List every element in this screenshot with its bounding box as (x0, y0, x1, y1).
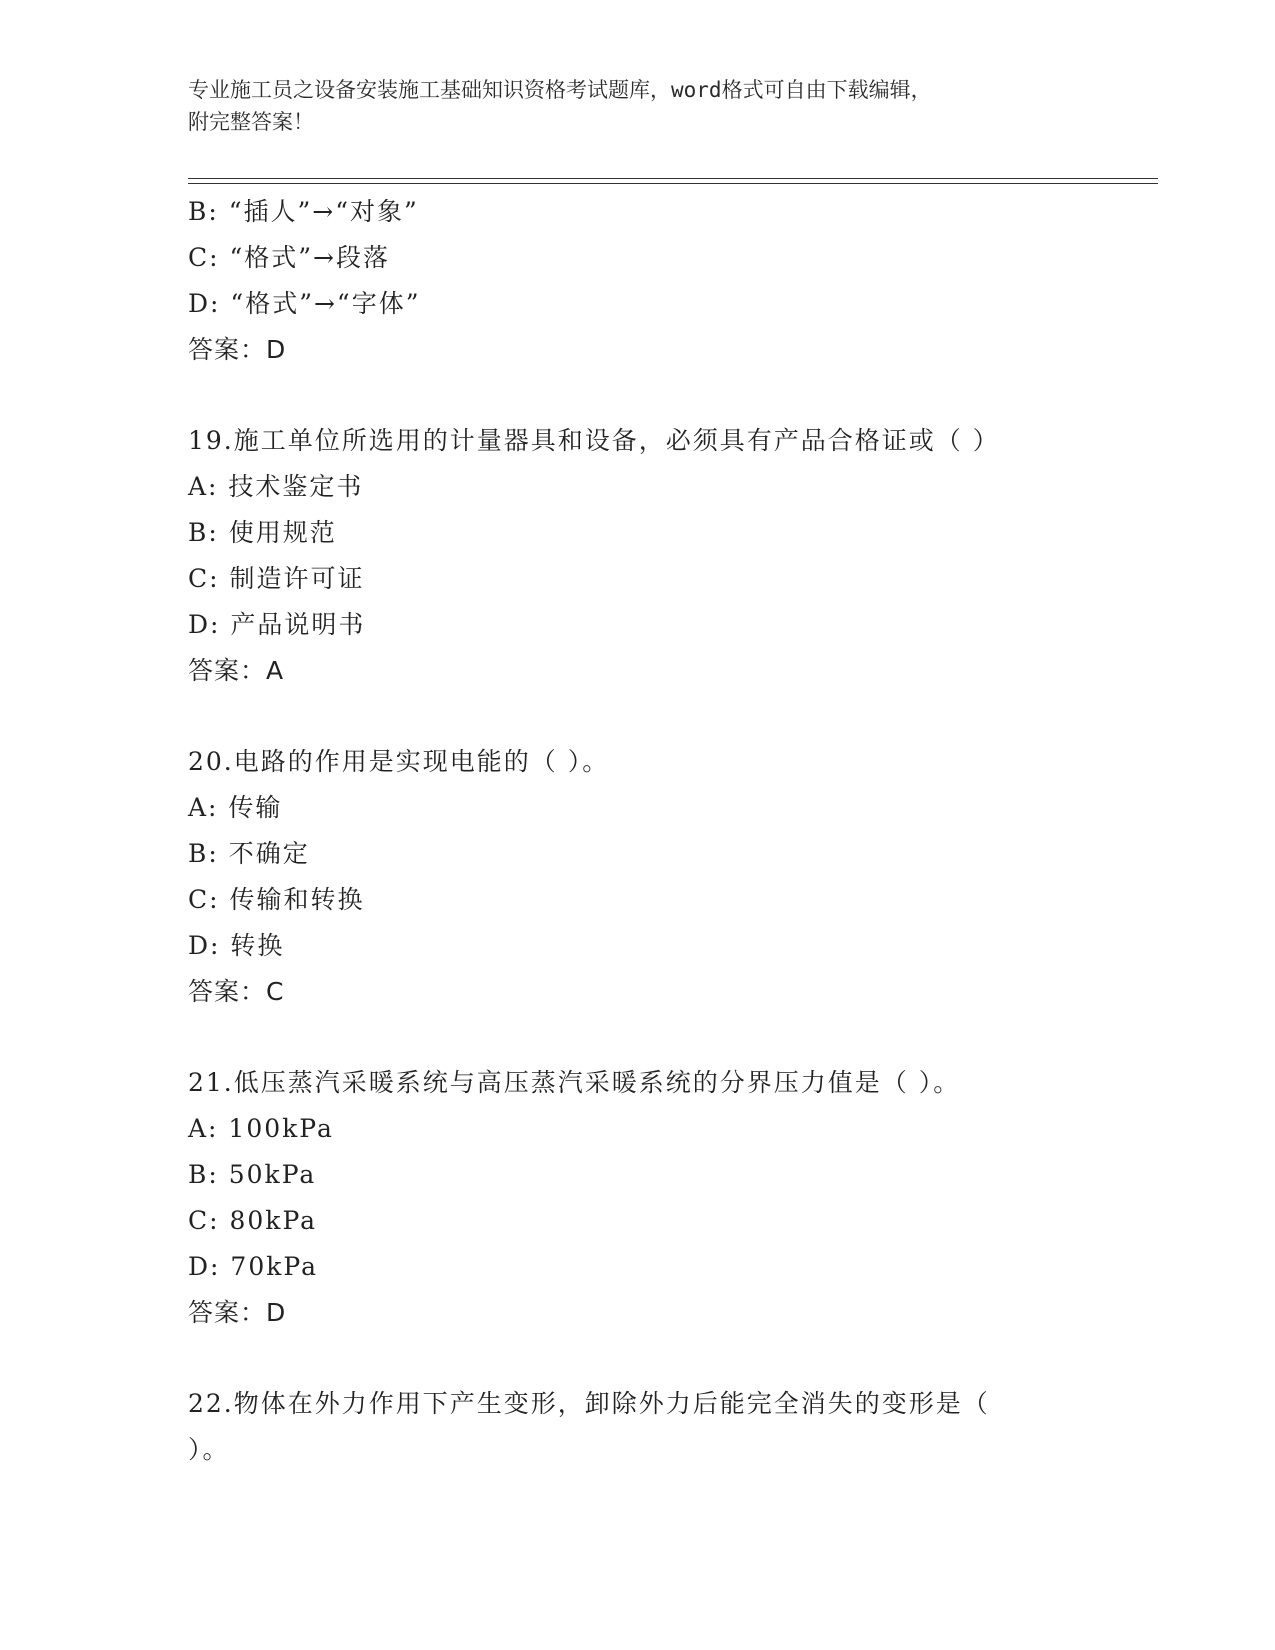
question-22 (188, 1381, 1158, 1473)
spacer (188, 373, 1158, 418)
question-18-tail (188, 189, 1158, 373)
option-b: B: 不确定 (188, 839, 310, 868)
header-divider-bottom (188, 183, 1158, 184)
page-header (188, 74, 1088, 138)
option-b: B: 50kPa (188, 1160, 317, 1189)
question-stem-line-1: 22.物体在外力作用下产生变形，卸除外力后能完全消失的变形是（ (188, 1389, 990, 1418)
option-d: D: 产品说明书 (188, 610, 366, 639)
option-c: C: “格式”→段落 (188, 243, 391, 272)
question-list (188, 189, 1158, 1473)
answer-line: 答案：D (188, 335, 287, 364)
option-d: D: 70kPa (188, 1252, 318, 1281)
option-c: C: 传输和转换 (188, 885, 365, 914)
question-stem: 20.电路的作用是实现电能的（ ）。 (188, 747, 610, 776)
question-20 (188, 739, 1158, 1015)
option-a: A: 技术鉴定书 (188, 472, 364, 501)
option-b: B: 使用规范 (188, 518, 337, 547)
question-19 (188, 418, 1158, 694)
spacer (188, 1015, 1158, 1060)
answer-line: 答案：D (188, 1298, 287, 1327)
option-d: D: “格式”→“字体” (188, 289, 421, 318)
header-divider-top (188, 178, 1158, 179)
option-a: A: 100kPa (188, 1114, 334, 1143)
question-21 (188, 1060, 1158, 1336)
option-c: C: 制造许可证 (188, 564, 365, 593)
header-title-line-2: 附完整答案！ (188, 110, 314, 134)
answer-line: 答案：A (188, 656, 285, 685)
option-d: D: 转换 (188, 931, 285, 960)
header-title-line-1: 专业施工员之设备安装施工基础知识资格考试题库，word格式可自由下载编辑， (188, 78, 932, 102)
question-stem: 19.施工单位所选用的计量器具和设备，必须具有产品合格证或（ ） (188, 426, 1000, 455)
option-c: C: 80kPa (188, 1206, 318, 1235)
question-stem: 21.低压蒸汽采暖系统与高压蒸汽采暖系统的分界压力值是（ ）。 (188, 1068, 961, 1097)
question-stem-line-2: ）。 (188, 1435, 230, 1464)
option-a: A: 传输 (188, 793, 283, 822)
option-b: B: “插人”→“对象” (188, 197, 419, 226)
spacer (188, 694, 1158, 739)
answer-line: 答案：C (188, 977, 285, 1006)
spacer (188, 1336, 1158, 1381)
